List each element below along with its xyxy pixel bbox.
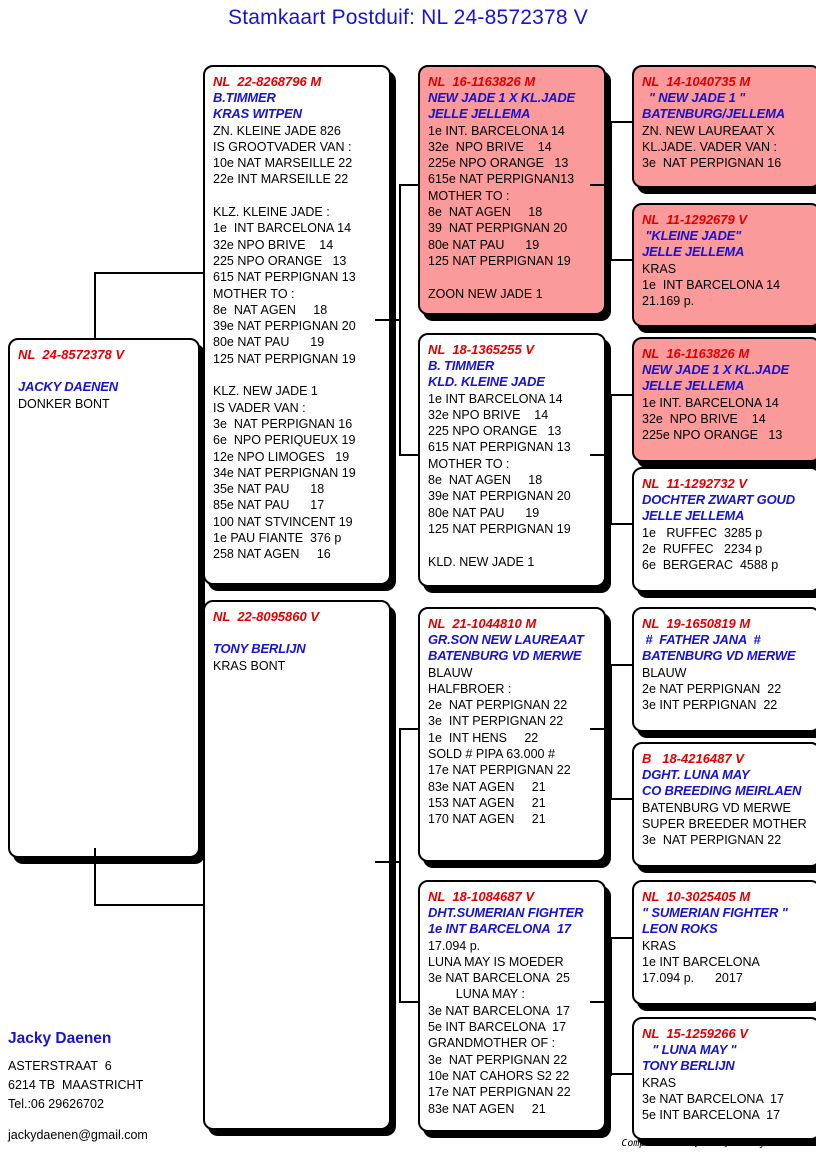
info-line: 6e NPO PERIQUEUX 19 [213,433,356,448]
info-line: IS VADER VAN : [213,400,306,415]
bird-name-line: " NEW JADE 1 " [642,90,746,105]
bird-name-line: JELLE JELLEMA [642,378,745,394]
info-line: 3e NAT BARCELONA 17 [428,1003,570,1018]
ring-number: NL 18-1365255 V [428,342,534,357]
owner-block [8,1030,268,1142]
connector-line [399,728,418,730]
bird-name-line: CO BREEDING MEIRLAEN [642,783,802,799]
info-line [18,363,194,379]
connector-line [610,523,632,525]
info-line: 2e NAT PERPIGNAN 22 [642,681,782,696]
connector-line [399,729,401,1003]
owner-name: Jacky Daenen [8,1030,112,1047]
owner-phone: Tel.:06 29626702 [8,1097,104,1111]
info-line: 80e NAT PAU 19 [213,335,325,350]
connector-line [399,1001,418,1003]
connector-line [399,184,418,186]
info-line: 6e BERGERAC 4588 p [642,558,779,573]
bird-name-line: JACKY DAENEN [18,379,118,395]
info-line: KRAS [642,938,677,953]
info-line: SOLD # PIPA 63.000 # [428,747,555,762]
info-line [213,625,385,641]
ring-number: NL 10-3025405 M [642,889,751,904]
box-great-grandparent-5 [632,607,816,732]
info-line: 35e NAT PAU 18 [213,482,325,497]
info-line: 32e NPO BRIVE 14 [428,407,549,422]
info-line: MOTHER TO : [213,286,295,301]
info-line: 5e INT BARCELONA 17 [428,1020,567,1035]
info-line: 10e NAT MARSEILLE 22 [213,156,353,171]
bird-name-line: TONY BERLIJN [213,641,306,657]
connector-line [399,185,401,456]
ring-number: NL 18-1084687 V [428,889,534,904]
connector-line [610,259,632,261]
info-line: KL.JADE. VADER VAN : [642,139,777,154]
info-line: 125 NAT PERPIGNAN 19 [213,351,356,366]
bird-name-line: DOCHTER ZWART GOUD [642,492,795,507]
info-line: 8e NAT AGEN 18 [213,302,328,317]
info-line: 12e NPO LIMOGES 19 [213,449,350,464]
bird-name-line: DGHT. LUNA MAY [642,767,750,782]
info-line: 3e NAT BARCELONA 17 [642,1091,784,1106]
info-line: 1e INT HENS 22 [428,730,539,745]
box-great-grandparent-1 [632,65,816,188]
info-line: 39e NAT PERPIGNAN 20 [213,319,356,334]
bird-name-line: JELLE JELLEMA [642,244,745,260]
owner-address1: ASTERSTRAAT 6 [8,1059,112,1073]
info-line: 125 NAT PERPIGNAN 19 [428,521,571,536]
ring-number: NL 19-1650819 M [642,616,751,631]
info-line: 258 NAT AGEN 16 [213,547,331,562]
ring-number: B 18-4216487 V [642,751,744,766]
info-line [213,367,385,383]
connector-line [610,937,612,1076]
ring-number: NL 22-8268796 M [213,74,322,89]
connector-line [610,121,612,261]
info-line: 8e NAT AGEN 18 [428,205,543,220]
info-line: 83e NAT AGEN 21 [428,779,546,794]
ring-number: NL 16-1163826 M [428,74,536,89]
info-line: 83e NAT AGEN 21 [428,1101,546,1116]
box-grandfather-maternal [418,607,606,862]
info-line: 100 NAT STVINCENT 19 [213,514,353,529]
bird-name-line: GR.SON NEW LAUREAAT [428,632,584,647]
connector-line [610,664,632,666]
bird-name-line: LEON ROKS [642,921,718,937]
connector-line [610,394,632,396]
box-great-grandparent-3 [632,337,816,462]
info-line: 153 NAT AGEN 21 [428,795,546,810]
info-line: 1e INT BARCELONA [642,954,760,969]
connector-line [399,454,418,456]
bird-name-line: " LUNA MAY " [642,1042,737,1057]
info-line: 1e INT BARCELONA 14 [428,391,563,406]
info-line: 39 NAT PERPIGNAN 20 [428,221,568,236]
bird-name-line: TONY BERLIJN [642,1058,735,1074]
info-line: 3e NAT PERPIGNAN 22 [642,833,782,848]
bird-name-line: " SUMERIAN FIGHTER " [642,905,788,920]
ring-number: NL 11-1292732 V [642,476,748,491]
info-line: 3e NAT BARCELONA 25 [428,971,570,986]
box-great-grandparent-8 [632,1017,816,1140]
info-line: KLZ. NEW JADE 1 [213,384,318,399]
info-line: 1e PAU FIANTE 376 p [213,531,342,546]
ring-number: NL 14-1040735 M [642,74,751,89]
connector-line [94,904,203,906]
info-line: BATENBURG VD MERWE [642,800,791,815]
info-line: 170 NAT AGEN 21 [428,812,546,827]
info-line: 225e NPO ORANGE 13 [642,428,783,443]
connector-line [94,272,203,274]
info-line: 34e NAT PERPIGNAN 19 [213,465,356,480]
info-line: 125 NAT PERPIGNAN 19 [428,253,571,268]
box-great-grandparent-7 [632,880,816,1005]
info-line: 17.094 p. [428,938,481,953]
ring-number: NL 22-8095860 V [213,609,319,624]
connector-line [375,861,400,863]
bird-name-line: NEW JADE 1 X KL.JADE [428,90,575,105]
connector-line [610,664,612,800]
info-line: 8e NAT AGEN 18 [428,473,543,488]
connector-line [590,1001,611,1003]
info-line: HALFBROER : [428,681,512,696]
info-line: LUNA MAY IS MOEDER [428,954,564,969]
info-line: 1e INT. BARCELONA 14 [642,395,779,410]
info-line: 1e INT BARCELONA 14 [642,277,781,292]
connector-line [375,319,400,321]
info-line: BLAUW [642,665,687,680]
info-line: 32e NPO BRIVE 14 [213,237,334,252]
info-line: DONKER BONT [18,396,110,411]
bird-name-line: BATENBURG VD MERWE [428,648,582,664]
ring-number: NL 15-1259266 V [642,1026,748,1041]
info-line: SUPER BREEDER MOTHER [642,816,807,831]
bird-name-line: # FATHER JANA # [642,632,761,647]
ring-number: NL 21-1044810 M [428,616,537,631]
connector-line [610,937,632,939]
ring-number: NL 16-1163826 M [642,346,750,361]
info-line: KRAS [642,261,677,276]
connector-line [610,798,632,800]
info-line: MOTHER TO : [428,456,510,471]
connector-line [590,728,611,730]
info-line: ZN. NEW LAUREAAT X [642,123,775,138]
connector-line [610,394,612,525]
bird-name-line: B.TIMMER [213,90,276,105]
info-line: 32e NPO BRIVE 14 [428,139,552,154]
info-line [428,269,600,285]
bird-name-line: DHT.SUMERIAN FIGHTER [428,905,584,920]
info-line: 1e RUFFEC 3285 p [642,525,763,540]
box-great-grandparent-4 [632,467,816,592]
info-line: LUNA MAY : [428,987,525,1002]
software-credit: Compuclub © [9.49] Jacky Daenen [621,1138,808,1149]
bird-name-line: BATENBURG VD MERWE [642,648,796,664]
connector-line [590,184,611,186]
bird-name-line: BATENBURG/JELLEMA [642,106,785,122]
info-line: MOTHER TO : [428,188,510,203]
info-line: BLAUW [428,665,473,680]
info-line: 3e NAT PERPIGNAN 22 [428,1052,568,1067]
info-line: 3e INT PERPIGNAN 22 [642,698,778,713]
connector-line [94,848,96,906]
info-line: 32e NPO BRIVE 14 [642,411,766,426]
info-line: 17e NAT PERPIGNAN 22 [428,1085,571,1100]
info-line: 17.094 p. 2017 [642,971,743,986]
info-line: 80e NAT PAU 19 [428,505,540,520]
info-line: 2e RUFFEC 2234 p [642,541,763,556]
box-subject [8,338,200,858]
info-line: 1e INT. BARCELONA 14 [428,123,565,138]
info-line: 3e INT PERPIGNAN 22 [428,714,564,729]
info-line: GRANDMOTHER OF : [428,1036,556,1051]
info-line: 3e NAT PERPIGNAN 16 [213,416,353,431]
info-line: 615 NAT PERPIGNAN 13 [213,270,356,285]
owner-email: jackydaenen@gmail.com [8,1128,148,1142]
info-line: ZOON NEW JADE 1 [428,286,543,301]
info-line: 17e NAT PERPIGNAN 22 [428,763,571,778]
info-line: 10e NAT CAHORS S2 22 [428,1068,570,1083]
page-title: Stamkaart Postduif: NL 24-8572378 V [228,6,588,29]
info-line: IS GROOTVADER VAN : [213,139,352,154]
info-line: 225 NPO ORANGE 13 [213,253,347,268]
info-line: 3e NAT PERPIGNAN 16 [642,156,782,171]
info-line: KRAS BONT [213,658,286,673]
info-line [428,537,600,553]
info-line: KRAS [642,1075,677,1090]
info-line: 21.169 p. [642,294,695,309]
info-line: 80e NAT PAU 19 [428,237,540,252]
info-line: 225 NPO ORANGE 13 [428,424,562,439]
info-line: 2e NAT PERPIGNAN 22 [428,698,568,713]
connector-line [94,272,96,338]
bird-name-line: JELLE JELLEMA [642,508,745,524]
info-line: 85e NAT PAU 17 [213,498,325,513]
info-line: 615e NAT PERPIGNAN13 [428,172,575,187]
connector-line [610,1073,632,1075]
box-grandmother-maternal [418,880,606,1132]
info-line [213,188,385,204]
bird-name-line: B. TIMMER [428,358,495,373]
info-line: 615 NAT PERPIGNAN 13 [428,440,571,455]
info-line: KLZ. KLEINE JADE : [213,205,330,220]
info-line: 1e INT BARCELONA 14 [213,221,352,236]
box-grandmother-paternal [418,333,606,587]
bird-name-line: "KLEINE JADE" [642,228,742,243]
info-line: KLD. NEW JADE 1 [428,554,535,569]
ring-number: NL 11-1292679 V [642,212,748,227]
ring-number: NL 24-8572378 V [18,347,124,362]
bird-name-line: NEW JADE 1 X KL.JADE [642,362,789,377]
owner-address2: 6214 TB MAASTRICHT [8,1078,144,1092]
info-line: 5e INT BARCELONA 17 [642,1108,781,1123]
info-line: 22e INT MARSEILLE 22 [213,172,349,187]
box-great-grandparent-2 [632,203,816,327]
box-father [203,65,391,585]
connector-line [610,121,632,123]
info-line: 225e NPO ORANGE 13 [428,156,569,171]
info-line: 39e NAT PERPIGNAN 20 [428,489,571,504]
bird-name-line: KLD. KLEINE JADE [428,374,545,390]
bird-name-line: 1e INT BARCELONA 17 [428,921,571,937]
info-line: ZN. KLEINE JADE 826 [213,123,341,138]
connector-line [590,454,611,456]
box-great-grandparent-6 [632,742,816,867]
box-grandfather-paternal [418,65,606,315]
bird-name-line: JELLE JELLEMA [428,106,531,122]
bird-name-line: KRAS WITPEN [213,106,302,122]
